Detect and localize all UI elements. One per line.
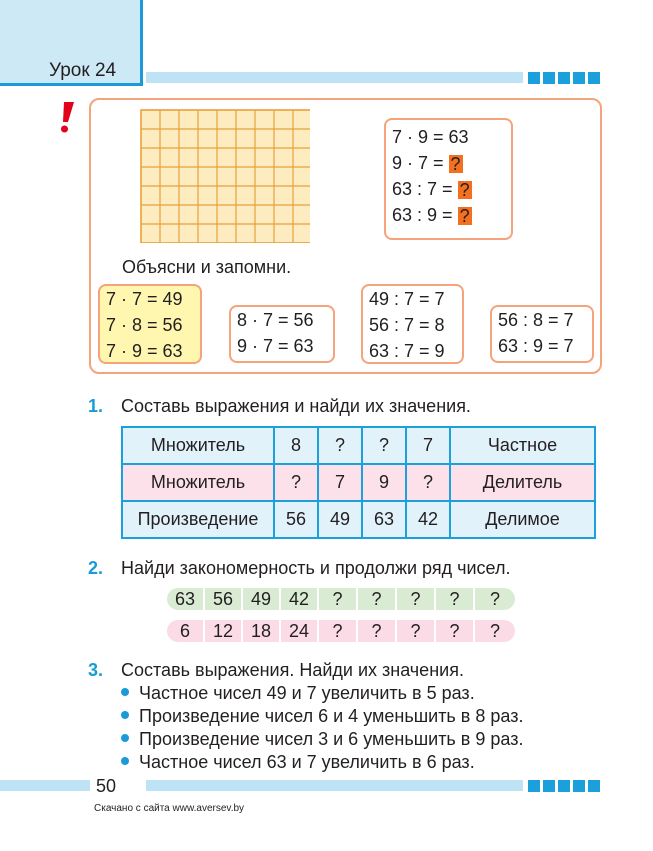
table-cell: Произведение xyxy=(122,501,274,538)
table-cell: ? xyxy=(318,427,362,464)
sequence-number: ? xyxy=(436,588,473,610)
footer-square xyxy=(588,780,600,792)
multiplication-table xyxy=(121,426,596,539)
sequence-number: ? xyxy=(475,620,515,642)
bullet-text: Частное чисел 63 и 7 увеличить в 6 раз. xyxy=(139,752,475,772)
equation: 56 : 7 = 8 xyxy=(369,315,445,335)
sequence-number: ? xyxy=(475,588,515,610)
sequence-number: ? xyxy=(397,588,434,610)
sequence-number: 42 xyxy=(281,588,317,610)
table-cell: Множитель xyxy=(122,464,274,501)
sequence-number: 63 xyxy=(167,588,203,610)
table-cell: 7 xyxy=(406,427,450,464)
footer-bar xyxy=(146,780,523,791)
sequence-number: 24 xyxy=(281,620,317,642)
table-cell: Множитель xyxy=(122,427,274,464)
footer-square xyxy=(558,780,570,792)
exclamation-icon xyxy=(58,100,76,134)
equation: 9 · 7 = 63 xyxy=(237,336,314,356)
header-square xyxy=(573,72,585,84)
equation: 7 · 7 = 49 xyxy=(106,289,183,309)
footer-square xyxy=(573,780,585,792)
header-bar xyxy=(146,72,523,83)
grid-background xyxy=(141,110,310,243)
bullet-dot-icon xyxy=(121,688,129,696)
equation-row xyxy=(392,176,505,202)
page-number: 50 xyxy=(96,776,117,796)
bullet-dot-icon xyxy=(121,711,129,719)
bullet-dot-icon xyxy=(121,757,129,765)
equation: 63 : 7 = 9 xyxy=(369,341,445,361)
equation: 8 · 7 = 56 xyxy=(237,310,314,330)
table-cell: Делитель xyxy=(450,464,595,501)
table-cell: Частное xyxy=(450,427,595,464)
sequence-number: 12 xyxy=(205,620,241,642)
sequence-number: ? xyxy=(319,588,356,610)
table-cell: ? xyxy=(406,464,450,501)
table-cell: 9 xyxy=(362,464,406,501)
table-cell: Делимое xyxy=(450,501,595,538)
equation: 56 : 8 = 7 xyxy=(498,310,574,330)
bullet-dot-icon xyxy=(121,734,129,742)
equation: 7 · 8 = 56 xyxy=(106,315,183,335)
table-cell: 56 xyxy=(274,501,318,538)
equation: 9 · 7 = xyxy=(392,153,444,173)
equation: 49 : 7 = 7 xyxy=(369,289,445,309)
question-mark: ? xyxy=(450,154,461,175)
sequence-number: ? xyxy=(358,588,395,610)
source-note: Скачано с сайта www.aversev.by xyxy=(94,803,245,814)
bullet-item xyxy=(121,729,523,750)
equation: 63 : 7 = xyxy=(392,179,453,199)
task-number: 2. xyxy=(88,558,104,578)
table-cell: ? xyxy=(362,427,406,464)
bullet-text: Частное чисел 49 и 7 увеличить в 5 раз. xyxy=(139,683,475,703)
task-text: Составь выражения. Найди их значения. xyxy=(121,660,464,680)
table-row xyxy=(122,464,595,501)
equation: 63 : 9 = 7 xyxy=(498,336,574,356)
footer-square xyxy=(528,780,540,792)
sequence-number: ? xyxy=(358,620,395,642)
footer-bar xyxy=(0,780,90,791)
bullet-text: Произведение чисел 6 и 4 уменьшить в 8 раз. xyxy=(139,706,524,726)
table-cell: 7 xyxy=(318,464,362,501)
equation-row xyxy=(392,150,505,176)
header-square xyxy=(558,72,570,84)
bullet-item xyxy=(121,706,523,727)
grid-figure xyxy=(140,109,310,243)
table-cell: 42 xyxy=(406,501,450,538)
header-square xyxy=(588,72,600,84)
explain-text: Объясни и запомни. xyxy=(122,257,292,277)
equation-box xyxy=(384,118,513,240)
table-cell: 63 xyxy=(362,501,406,538)
header-square xyxy=(543,72,555,84)
task-text: Составь выражения и найди их значения. xyxy=(121,396,471,416)
footer-square xyxy=(543,780,555,792)
sequence-number: 49 xyxy=(243,588,279,610)
lesson-title: Урок 24 xyxy=(49,60,117,81)
sequence-number: 18 xyxy=(243,620,279,642)
question-mark: ? xyxy=(459,206,470,227)
table-cell: ? xyxy=(274,464,318,501)
equation: 7 · 9 = 63 xyxy=(106,341,183,361)
sequence-number: 6 xyxy=(167,620,203,642)
table-cell: 49 xyxy=(318,501,362,538)
sequence-number: 56 xyxy=(205,588,241,610)
equation: 7 · 9 = 63 xyxy=(392,127,469,147)
sequence-number: ? xyxy=(436,620,473,642)
bullet-text: Произведение чисел 3 и 6 уменьшить в 9 раз. xyxy=(139,729,524,749)
task-number: 3. xyxy=(88,660,104,680)
group-2 xyxy=(229,305,335,363)
bullet-item xyxy=(121,752,475,773)
bullet-item xyxy=(121,683,475,704)
question-mark: ? xyxy=(459,180,470,201)
task-number: 1. xyxy=(88,396,104,416)
equation-row xyxy=(392,202,505,228)
group-3 xyxy=(361,284,464,364)
sequence-number: ? xyxy=(397,620,434,642)
table-cell: 8 xyxy=(274,427,318,464)
task-text: Найди закономерность и продолжи ряд чисел. xyxy=(121,558,511,578)
header-square xyxy=(528,72,540,84)
group-1 xyxy=(98,284,202,364)
group-4 xyxy=(490,305,594,363)
table-row xyxy=(122,501,595,538)
sequence-number: ? xyxy=(319,620,356,642)
table-row xyxy=(122,427,595,464)
equation: 63 : 9 = xyxy=(392,205,453,225)
